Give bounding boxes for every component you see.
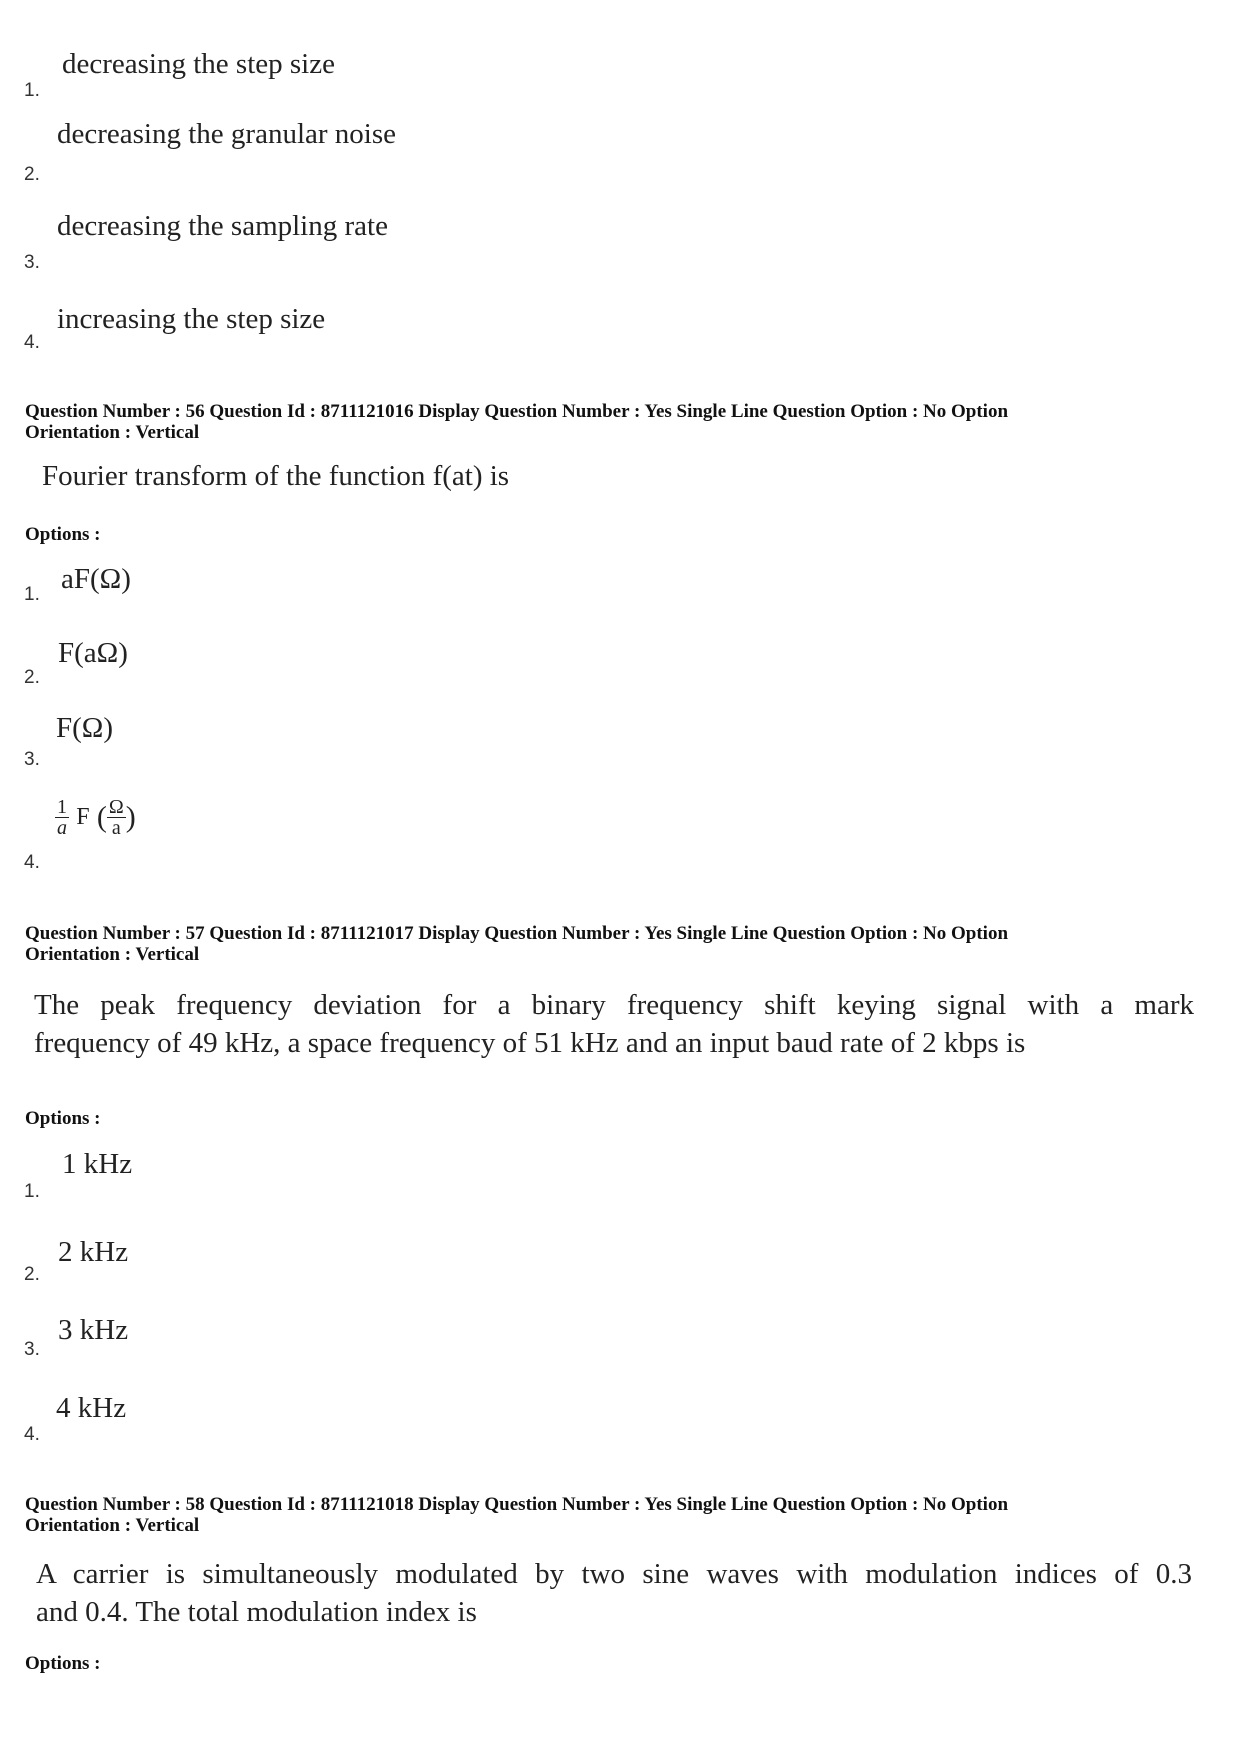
q56-option-4-open-paren: ( (96, 800, 107, 834)
q56-option-4-fraction-1 (55, 797, 69, 838)
q56-option-4-frac1-num: 1 (57, 796, 67, 818)
q56-meta-line1: Question Number : 56 Question Id : 8711121016 Display Question Number : Yes Single Line Question Option : No Option (25, 401, 1009, 422)
q57-option-4-text: 4 kHz (56, 1392, 127, 1424)
q57-option-1-number: 1. (24, 1181, 40, 1202)
q58-meta-line1: Question Number : 58 Question Id : 8711121018 Display Question Number : Yes Single Line Question Option : No Option (25, 1494, 1009, 1515)
q58-meta-line2: Orientation : Vertical (25, 1515, 200, 1536)
prev-option-1-text: decreasing the step size (62, 48, 335, 80)
q56-option-1-number: 1. (24, 584, 40, 605)
q57-meta-line2: Orientation : Vertical (25, 944, 200, 965)
q57-option-4-number: 4. (24, 1424, 40, 1445)
q57-option-2-number: 2. (24, 1264, 40, 1285)
prev-option-4-number: 4. (24, 332, 40, 353)
q57-option-2-text: 2 kHz (58, 1236, 129, 1268)
q58-question-text (36, 1555, 1192, 1631)
q58-question-line1: A carrier is simultaneously modulated by two sine waves with modulation indices of 0.3 (36, 1558, 1192, 1590)
q56-question-text: Fourier transform of the function f(at) is (42, 460, 510, 492)
q57-question-line2: frequency of 49 kHz, a space frequency of 51 kHz and an input baud rate of 2 kbps is (34, 1027, 1026, 1059)
q57-option-3-number: 3. (24, 1339, 40, 1360)
q57-options-label: Options : (25, 1108, 101, 1129)
prev-option-2-number: 2. (24, 164, 40, 185)
prev-option-3-number: 3. (24, 252, 40, 273)
q56-option-1-text: aF(Ω) (61, 563, 131, 595)
q56-option-3-text: F(Ω) (56, 712, 113, 744)
q56-option-4-fraction-2 (107, 797, 126, 838)
q57-option-1-text: 1 kHz (62, 1148, 133, 1180)
q58-options-label: Options : (25, 1653, 101, 1674)
q56-option-2-number: 2. (24, 667, 40, 688)
q56-option-4-formula (55, 797, 136, 838)
q57-question-line1: The peak frequency deviation for a binary frequency shift keying signal with a mark (34, 989, 1194, 1021)
prev-option-4-text: increasing the step size (57, 303, 326, 335)
q56-option-2-text: F(aΩ) (58, 637, 128, 669)
prev-option-3-text: decreasing the sampling rate (57, 210, 388, 242)
q57-meta-line1: Question Number : 57 Question Id : 8711121017 Display Question Number : Yes Single Line Question Option : No Option (25, 923, 1009, 944)
q57-question-text (34, 986, 1194, 1062)
q56-option-4-frac2-den: a (111, 817, 121, 839)
q58-question-line2: and 0.4. The total modulation index is (36, 1596, 477, 1628)
q58-meta (25, 1494, 1205, 1536)
prev-option-1-number: 1. (24, 80, 40, 101)
q56-option-4-func: F (76, 804, 90, 830)
q56-meta-line2: Orientation : Vertical (25, 422, 200, 443)
q56-meta (25, 401, 1205, 443)
q57-meta (25, 923, 1205, 965)
q56-options-label: Options : (25, 524, 101, 545)
q56-option-4-frac2-num: Ω (108, 796, 124, 818)
q56-option-3-number: 3. (24, 749, 40, 770)
q56-option-4-close-paren: ) (125, 800, 136, 834)
q56-option-4-frac1-den: a (57, 817, 67, 839)
prev-option-2-text: decreasing the granular noise (57, 118, 396, 150)
q56-option-4-number: 4. (24, 852, 40, 873)
q57-option-3-text: 3 kHz (58, 1314, 129, 1346)
